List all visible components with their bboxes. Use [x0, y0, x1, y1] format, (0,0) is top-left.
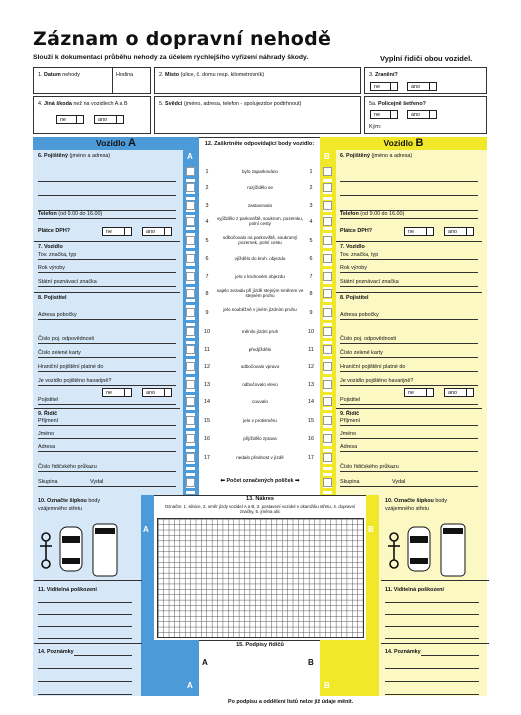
- circumstance-num-b: 2: [309, 185, 313, 191]
- circumstance-checkbox-a[interactable]: [186, 308, 195, 317]
- input-line[interactable]: [38, 626, 132, 627]
- circumstance-text: nedalo přednost v jízdě: [236, 455, 284, 460]
- circumstance-num-a: 8: [205, 291, 209, 297]
- field-label: Číslo řidičského průkazu: [38, 464, 97, 470]
- circumstance-text: najelo zezadu při jízdě stejným směrem ve stejném pruhu: [216, 288, 304, 299]
- police-by-label: Kým:: [369, 124, 382, 130]
- input-line[interactable]: [38, 614, 132, 615]
- vat-no-checkbox[interactable]: ne: [102, 227, 132, 236]
- car-icon: [408, 527, 430, 571]
- input-line[interactable]: [385, 638, 479, 639]
- input-line[interactable]: [38, 319, 176, 320]
- circumstance-checkbox-b[interactable]: [323, 397, 332, 406]
- vat-yes-checkbox[interactable]: ano: [444, 227, 474, 236]
- other-damage-no-checkbox[interactable]: ne: [56, 115, 84, 124]
- field-label: Rok výroby: [340, 265, 367, 271]
- circumstance-checkbox-b[interactable]: [323, 327, 332, 336]
- collision-insurance-no-checkbox[interactable]: ne: [102, 388, 132, 397]
- injury-no-checkbox[interactable]: ne: [370, 82, 398, 91]
- circumstance-num-b: 15: [308, 418, 314, 424]
- collision-insurance-yes-checkbox[interactable]: ano: [444, 388, 474, 397]
- sketch-grid[interactable]: [157, 518, 364, 638]
- strip-letter-b-top: B: [324, 152, 330, 161]
- input-line[interactable]: [38, 668, 132, 669]
- input-line[interactable]: [38, 602, 132, 603]
- circumstance-checkbox-a[interactable]: [186, 289, 195, 298]
- circumstance-text: jelo v protisměru: [243, 418, 277, 423]
- bicycle-icon: [40, 533, 52, 568]
- bicycle-icon: [388, 533, 400, 568]
- footer-note: Po podpisu a oddělení listů nelze již údaje měnit.: [228, 699, 354, 705]
- circumstance-checkbox-a[interactable]: [186, 380, 195, 389]
- circumstance-num-b: 11: [308, 347, 314, 353]
- field-label: Je vozidlo pojištěno havarijně?: [38, 378, 112, 384]
- field-label: Skupina: [340, 479, 360, 485]
- field-label: Vydal: [392, 479, 406, 485]
- circumstance-checkbox-a[interactable]: [186, 345, 195, 354]
- field-label: Státní poznávací značka: [340, 279, 399, 285]
- input-line[interactable]: [38, 272, 176, 273]
- input-line[interactable]: [38, 425, 176, 426]
- circumstance-checkbox-a[interactable]: [186, 167, 195, 176]
- field-place[interactable]: 2. Místo (ulice, č. domu resp. kilometrovník): [154, 67, 361, 94]
- input-line[interactable]: [340, 218, 478, 219]
- strip-letter-a-bottom: A: [187, 681, 193, 690]
- circumstance-num-a: 11: [204, 347, 210, 353]
- input-line[interactable]: [38, 371, 176, 372]
- circumstance-text: odbočovalo vlevo: [242, 382, 278, 387]
- circumstance-num-a: 2: [205, 185, 209, 191]
- input-line[interactable]: [38, 286, 176, 287]
- field-label: Pojistitel: [340, 397, 361, 403]
- circumstance-checkbox-b[interactable]: [323, 345, 332, 354]
- signatures-title: 15. Podpisy řidičů: [236, 642, 284, 648]
- circumstance-num-b: 17: [308, 455, 314, 461]
- section-label: 9. Řidič: [340, 411, 360, 417]
- circumstance-num-a: 10: [204, 329, 210, 335]
- circumstance-num-b: 7: [309, 274, 313, 280]
- middle-column: [199, 137, 320, 495]
- field-injury: 3. Zranění? ne ano: [364, 67, 487, 94]
- input-line[interactable]: [340, 425, 478, 426]
- input-line[interactable]: [340, 319, 478, 320]
- circumstance-num-a: 4: [205, 219, 209, 225]
- input-line[interactable]: [38, 259, 176, 260]
- vehicle-a-header: Vozidlo A: [33, 137, 199, 150]
- signature-a-label: A: [202, 658, 208, 667]
- impact-points-label: 10. Označte šipkou body: [38, 498, 101, 504]
- circumstance-text: měnilo jízdní pruh: [241, 329, 279, 334]
- input-line[interactable]: [38, 343, 176, 344]
- circumstance-checkbox-b[interactable]: [323, 167, 332, 176]
- input-line[interactable]: [38, 681, 132, 682]
- strip-letter-a-top: A: [187, 152, 193, 161]
- field-label: Rok výroby: [38, 265, 65, 271]
- circumstance-num-a: 7: [205, 274, 209, 280]
- circumstance-checkbox-a[interactable]: [186, 236, 195, 245]
- strip-letter-b-bottom: B: [324, 681, 330, 690]
- circumstance-checkbox-b[interactable]: [323, 289, 332, 298]
- input-line[interactable]: [74, 655, 132, 656]
- field-label: Příjmení: [38, 418, 59, 424]
- circumstance-num-a: 17: [204, 455, 210, 461]
- visible-damage-label: 11. Viditelná poškození: [385, 587, 444, 593]
- circumstance-text: rozjíždělo se: [247, 185, 273, 190]
- input-line[interactable]: [38, 404, 176, 405]
- field-label: Plátce DPH?: [38, 228, 71, 234]
- circumstance-checkbox-b[interactable]: [323, 308, 332, 317]
- field-label: Skupina: [38, 479, 58, 485]
- circumstance-num-b: 3: [309, 203, 313, 209]
- circumstance-checkbox-b[interactable]: [323, 236, 332, 245]
- input-line[interactable]: [38, 385, 176, 386]
- signatures-area[interactable]: [202, 670, 317, 688]
- circumstance-num-b: 12: [308, 364, 314, 370]
- circumstance-text: vjíždělo do kruh. objezdu: [234, 256, 286, 261]
- input-line[interactable]: [340, 259, 478, 260]
- field-label: Pojistitel: [38, 397, 59, 403]
- collision-insurance-no-checkbox[interactable]: ne: [404, 388, 434, 397]
- count-label: ⬅ Počet označených políček ➡: [220, 478, 300, 484]
- impact-points-label-2: vzájemného střetu: [385, 506, 430, 512]
- input-line[interactable]: [340, 385, 478, 386]
- circumstance-text: couvalo: [252, 399, 268, 404]
- section-label: 8. Pojistitel: [340, 295, 369, 301]
- circumstance-checkbox-b[interactable]: [323, 416, 332, 425]
- circumstance-num-a: 14: [204, 399, 210, 405]
- input-line[interactable]: [385, 602, 479, 603]
- field-label: Jméno: [340, 431, 357, 437]
- field-other-damage: 4. Jiná škoda než na vozidlech A a B ne ano: [33, 96, 151, 134]
- collision-insurance-yes-checkbox[interactable]: ano: [142, 388, 172, 397]
- sketch-title: 13. Nákres: [246, 496, 274, 502]
- field-label: Číslo poj. odpovědnosti: [340, 336, 397, 342]
- injury-yes-checkbox[interactable]: ano: [407, 82, 437, 91]
- circumstance-checkbox-a[interactable]: [186, 201, 195, 210]
- circumstance-checkbox-a[interactable]: [186, 183, 195, 192]
- circumstance-text: zastavovalo: [247, 203, 273, 208]
- field-label: Jméno: [38, 431, 55, 437]
- circumstance-checkbox-b[interactable]: [323, 362, 332, 371]
- input-line[interactable]: [340, 272, 478, 273]
- input-line[interactable]: [38, 694, 132, 695]
- circumstance-checkbox-a[interactable]: [186, 254, 195, 263]
- field-label: Číslo řidičského průkazu: [340, 464, 399, 470]
- input-line[interactable]: [38, 181, 176, 182]
- section-label: 9. Řidič: [38, 411, 58, 417]
- section-label: 7. Vozidlo: [340, 244, 365, 250]
- field-label: Hraniční pojištění platné do: [340, 364, 406, 370]
- form-title: Záznam o dopravní nehodě: [33, 28, 332, 50]
- input-line[interactable]: [38, 486, 176, 487]
- vat-no-checkbox[interactable]: ne: [404, 227, 434, 236]
- input-line[interactable]: [340, 357, 478, 358]
- form-instruction: Vyplní řidiči obou vozidel.: [380, 54, 473, 63]
- field-date[interactable]: 1. Datum nehody Hodina: [33, 67, 151, 94]
- input-line[interactable]: [340, 371, 478, 372]
- circumstance-checkbox-b[interactable]: [323, 380, 332, 389]
- field-label: Vydal: [90, 479, 104, 485]
- signature-b-label: B: [308, 658, 314, 667]
- input-line[interactable]: [340, 438, 478, 439]
- input-line[interactable]: [340, 181, 478, 182]
- field-label: Tov. značka, typ: [38, 252, 77, 258]
- circumstance-checkbox-b[interactable]: [323, 201, 332, 210]
- input-line[interactable]: [421, 655, 479, 656]
- circumstance-text: bylo zaparkováno: [241, 169, 278, 174]
- input-line[interactable]: [340, 343, 478, 344]
- input-line[interactable]: [38, 438, 176, 439]
- field-label: Hraniční pojištění platné do: [38, 364, 104, 370]
- circumstance-text: odbočovalo vpravo: [240, 364, 280, 369]
- circumstance-num-b: 13: [308, 382, 314, 388]
- impact-points-label-2: vzájemného střetu: [38, 506, 83, 512]
- police-no-checkbox[interactable]: ne: [370, 110, 398, 119]
- field-witnesses[interactable]: 5. Svědci (jméno, adresa, telefon - spolujezdce podtrhnout): [154, 96, 361, 134]
- hour-label: Hodina: [116, 72, 134, 78]
- field-label: Telefon (od 9.00 do 16.00): [340, 211, 405, 217]
- input-line[interactable]: [38, 195, 176, 196]
- circumstance-num-b: 8: [309, 291, 313, 297]
- circumstance-num-a: 15: [204, 418, 210, 424]
- field-label: Příjmení: [340, 418, 361, 424]
- input-line[interactable]: [38, 357, 176, 358]
- input-line[interactable]: [38, 471, 176, 472]
- field-label: Adresa: [38, 444, 56, 450]
- field-label: Telefon (od 9.00 do 16.00): [38, 211, 103, 217]
- field-label: Plátce DPH?: [340, 228, 373, 234]
- field-police: 5a. Policejně šetřeno? ne ano Kým:: [364, 96, 487, 134]
- circumstance-checkbox-a[interactable]: [186, 327, 195, 336]
- circumstance-text: přijíždělo zprava: [243, 436, 277, 441]
- circumstance-text: jelo v kruhovém objezdu: [235, 274, 285, 279]
- circumstance-checkbox-a[interactable]: [186, 453, 195, 462]
- strip-letter-a-mid: A: [143, 525, 149, 534]
- form-subtitle: Slouží k dokumentaci průběhu nehody za účelem rychlejšího vyřízení náhrady škody.: [33, 54, 309, 61]
- circumstance-checkbox-b[interactable]: [323, 453, 332, 462]
- circumstance-checkbox-b[interactable]: [323, 217, 332, 226]
- field-label: Státní poznávací značka: [38, 279, 97, 285]
- input-line[interactable]: [340, 195, 478, 196]
- section-label: 6. Pojištěný (jméno a adresa): [38, 153, 111, 159]
- vehicle-b-header: Vozidlo B: [320, 137, 487, 150]
- circumstance-num-a: 6: [205, 256, 209, 262]
- circumstance-num-b: 6: [309, 256, 313, 262]
- notes-label: 14. Poznámky: [38, 649, 74, 655]
- circumstance-text: předjíždělo: [248, 347, 272, 352]
- circumstance-checkbox-a[interactable]: [186, 362, 195, 371]
- input-line[interactable]: [340, 486, 478, 487]
- circumstance-checkbox-b[interactable]: [323, 183, 332, 192]
- circumstance-checkbox-b[interactable]: [323, 272, 332, 281]
- circumstance-num-b: 5: [309, 238, 313, 244]
- field-label: Adresa: [340, 444, 358, 450]
- sketch-description: Označte: 1. silnice, 2. směr jízdy vozidel A a B, 3. postavení vozidel v okamžiku střetu, 4. dopravní značky, 5. jména ulic: [164, 504, 356, 515]
- circumstance-num-b: 10: [308, 329, 314, 335]
- field-label: Číslo poj. odpovědnosti: [38, 336, 95, 342]
- input-line[interactable]: [340, 471, 478, 472]
- circumstance-text: vyjíždělo z parkoviště, soukrom. pozemku, polní cesty: [216, 216, 304, 227]
- field-label: Adresa pobočky: [38, 312, 77, 318]
- circumstance-checkbox-a[interactable]: [186, 416, 195, 425]
- section-label: 8. Pojistitel: [38, 295, 67, 301]
- circumstances-title: 12. Zaškrtněte odpovídající body vozidlo:: [204, 141, 315, 147]
- count-box-a[interactable]: [186, 478, 195, 487]
- field-label: Tov. značka, typ: [340, 252, 379, 258]
- input-line[interactable]: [385, 681, 479, 682]
- field-label: Adresa pobočky: [340, 312, 379, 318]
- input-line[interactable]: [340, 451, 478, 452]
- circumstance-num-b: 4: [309, 219, 313, 225]
- circumstance-num-b: 9: [309, 310, 313, 316]
- count-box-b[interactable]: [323, 478, 332, 487]
- input-line[interactable]: [385, 668, 479, 669]
- circumstance-checkbox-a[interactable]: [186, 217, 195, 226]
- vehicle-b-impact-diagram[interactable]: [384, 522, 484, 578]
- input-line[interactable]: [385, 626, 479, 627]
- field-label: Je vozidlo pojištěno havarijně?: [340, 378, 414, 384]
- circumstance-num-a: 3: [205, 203, 209, 209]
- input-line[interactable]: [340, 404, 478, 405]
- circumstance-checkbox-a[interactable]: [186, 434, 195, 443]
- input-line[interactable]: [38, 638, 132, 639]
- input-line[interactable]: [38, 218, 176, 219]
- circumstance-num-b: 14: [308, 399, 314, 405]
- input-line[interactable]: [385, 614, 479, 615]
- circumstance-num-a: 12: [204, 364, 210, 370]
- circumstance-text: odbočovalo na parkoviště, soukromý pozemek, polní cestu: [222, 235, 298, 246]
- circumstance-num-b: 16: [308, 436, 314, 442]
- field-label: Číslo zelené karty: [38, 350, 81, 356]
- circumstance-num-a: 16: [204, 436, 210, 442]
- circumstance-num-b: 1: [309, 169, 313, 175]
- section-label: 6. Pojištěný (jméno a adresa): [340, 153, 413, 159]
- impact-points-label: 10. Označte šipkou body: [385, 498, 448, 504]
- circumstance-num-a: 13: [204, 382, 210, 388]
- notes-label: 14. Poznámky: [385, 649, 421, 655]
- input-line[interactable]: [38, 451, 176, 452]
- section-label: 7. Vozidlo: [38, 244, 63, 250]
- field-label: Číslo zelené karty: [340, 350, 383, 356]
- car-icon: [60, 527, 82, 571]
- visible-damage-label: 11. Viditelná poškození: [38, 587, 97, 593]
- circumstance-num-a: 1: [205, 169, 209, 175]
- circumstance-checkbox-a[interactable]: [186, 397, 195, 406]
- circumstance-checkbox-b[interactable]: [323, 434, 332, 443]
- circumstance-num-a: 5: [205, 238, 209, 244]
- other-damage-yes-checkbox[interactable]: ano: [94, 115, 124, 124]
- police-yes-checkbox[interactable]: ano: [407, 110, 437, 119]
- van-icon: [93, 524, 117, 576]
- van-icon: [441, 524, 465, 576]
- input-line[interactable]: [340, 286, 478, 287]
- circumstance-checkbox-b[interactable]: [323, 254, 332, 263]
- circumstance-text: jelo souběžně v jiném jízdním pruhu: [223, 307, 297, 312]
- strip-letter-b-mid: B: [368, 525, 374, 534]
- vat-yes-checkbox[interactable]: ano: [142, 227, 172, 236]
- circumstance-num-a: 9: [205, 310, 209, 316]
- vehicle-a-impact-diagram[interactable]: [36, 522, 136, 578]
- input-line[interactable]: [385, 694, 479, 695]
- circumstance-checkbox-a[interactable]: [186, 272, 195, 281]
